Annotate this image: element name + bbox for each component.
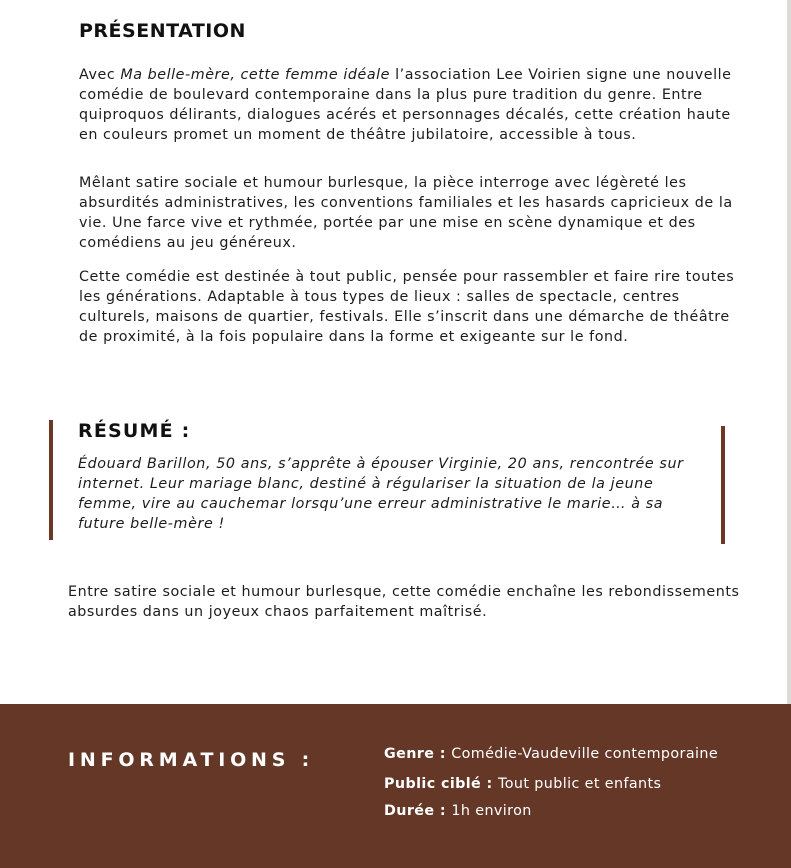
resume-block (49, 420, 725, 544)
info-value: Comédie-Vaudeville contemporaine (451, 746, 719, 762)
info-row-genre: Genre : Comédie-Vaudeville contemporaine (384, 746, 719, 762)
info-value: Tout public et enfants (498, 776, 662, 792)
resume-left-bar (49, 420, 53, 540)
info-key: Genre (384, 746, 435, 762)
resume-right-bar (721, 426, 725, 544)
info-key: Public ciblé (384, 776, 482, 792)
informations-title: INFORMATIONS : (68, 749, 315, 771)
resume-text: Édouard Barillon, 50 ans, s’apprête à épouser Virginie, 20 ans, rencontrée sur internet. Leur mariage blanc, destiné à régulariser la situation de la jeune femme, vire au cauchemar lorsqu’une erreur administrative le marie… à sa future belle-mère ! (78, 456, 684, 532)
closing-paragraph: Entre satire sociale et humour burlesque, cette comédie enchaîne les rebondissements absurdes dans un joyeux chaos parfaitement maîtrisé. (68, 584, 740, 620)
resume-title: RÉSUMÉ : (78, 420, 191, 442)
play-title: Ma belle-mère, cette femme idéale (120, 67, 391, 83)
presentation-title: PRÉSENTATION (79, 20, 246, 42)
info-value: 1h environ (451, 803, 532, 819)
presentation-paragraph-3: Cette comédie est destinée à tout public, pensée pour rassembler et faire rire toutes les générations. Adaptable à tous types de lieux : salles de spectacle, centres culturels, maisons de quartier, festivals. Elle s’inscrit dans une démarche de théâtre de proximité, à la fois populaire dans la forme et exigeante sur le fond. (79, 269, 735, 345)
presentation-paragraph-1: Avec Ma belle-mère, cette femme idéale l’association Lee Voirien signe une nouvelle comédie de boulevard contemporaine dans la plus pure tradition du genre. Entre quiproquos délirants, dialogues acérés et personnages décalés, cette création haute en couleurs promet un moment de théâtre jubilatoire, accessible à tous. (79, 67, 732, 143)
info-row-duree: Durée : 1h environ (384, 803, 532, 819)
info-row-public: Public ciblé : Tout public et enfants (384, 776, 662, 792)
info-key: Durée (384, 803, 435, 819)
informations-band (0, 704, 791, 868)
presentation-paragraph-2: Mêlant satire sociale et humour burlesque, la pièce interroge avec légèreté les absurdités administratives, les conventions familiales et les hasards capricieux de la vie. Une farce vive et rythmée, portée par une mise en scène dynamique et des comédiens au jeu généreux. (79, 175, 733, 251)
page-edge (787, 0, 791, 704)
